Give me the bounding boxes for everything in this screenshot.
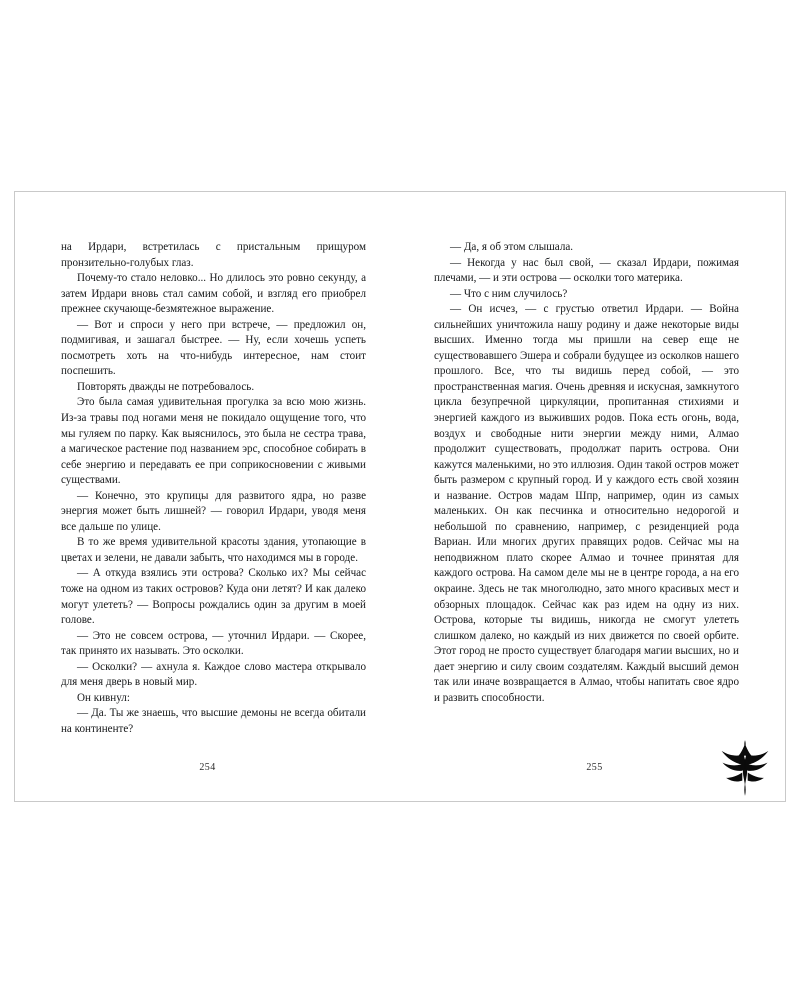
paragraph: — Некогда у нас был свой, — сказал Ирдари, пожимая плечами, — и эти острова — осколки того материка. xyxy=(434,256,739,285)
left-page-text-column xyxy=(61,240,366,738)
phoenix-logo-icon xyxy=(718,738,772,798)
paragraph: — Это не совсем острова, — уточнил Ирдари. — Скорее, так принято их называть. Это осколки. xyxy=(61,629,366,658)
paragraph: — Он исчез, — с грустью ответил Ирдари. — Война сильнейших уничтожила нашу родину и даже некоторые виды высших. Именно тогда мы пришли на север еще не существовавшего Эшера и собрали будущее из осколков нашего прошлого. Все, что ты видишь перед собой, — это пространственная магия. Очень древняя и искусная, замкнутого цикла безупречной циркуляции, пропитанная стихиями и энергией каждого из выживших родов. Пока есть огонь, вода, воздух и свободные нити энергии между ними, Алмао продолжит существовать, продолжат парить острова. Они кажутся маленькими, но это иллюзия. Один такой остров может быть размером с крупный город. И у каждого есть свой хозяин и название. Остров мадам Шпр, например, один из самых маленьких. Он как песчинка и относительно недорогой и небольшой по сравнению, например, с резиденцией рода Вариан. Или многих других правящих родов. Сейчас мы на неподвижном плато скорее Алмао и точнее принятая для каждого острова. На самом деле мы не в центре города, а на его окраине. Здесь не так многолюдно, зато много красивых мест и обзорных площадок. Сейчас как раз идем на одну из них. Острова, которые ты видишь, никогда не смогут улететь слишком далеко, но каждый из них движется по своей орбите. Этот город не просто существует благодаря магии высших, но и дает энергию и силу своим создателям. Каждый высший демон так или иначе возвращается в Алмао, чтобы напитать свое ядро и развить способности. xyxy=(434,303,739,704)
paragraph: Повторять дважды не потребовалось. xyxy=(77,380,255,393)
page-number-right: 255 xyxy=(586,762,603,773)
paragraph: Он кивнул: xyxy=(77,691,130,704)
right-page xyxy=(400,192,785,801)
paragraph: Это была самая удивительная прогулка за всю мою жизнь. Из-за травы под ногами меня не покидало ощущение того, что мы гуляем по парку. Как выяснилось, это была не сестра трава, а магическое растение под названием эрс, способное собирать в себе энергию и передавать ее при соприкосновении с живыми существами. xyxy=(61,396,366,487)
paragraph: — А откуда взялись эти острова? Сколько их? Мы сейчас тоже на одном из таких островов? Куда они летят? И как далеко могут улететь? — Вопросы рождались один за другим в моей голове. xyxy=(61,567,366,627)
right-page-text-column xyxy=(434,240,739,706)
left-page xyxy=(15,192,400,801)
paragraph: — Да. Ты же знаешь, что высшие демоны не всегда обитали на континенте? xyxy=(61,707,366,735)
book-spread xyxy=(15,192,785,801)
paragraph: на Ирдари, встретилась с пристальным прищуром пронзительно-голубых глаз. xyxy=(61,241,366,269)
page-number-left: 254 xyxy=(199,762,216,773)
paragraph: — Вот и спроси у него при встрече, — предложил он, подмигивая, и зашагал быстрее. — Ну, если хочешь успеть посмотреть хоть на что-нибудь интересное, нам стоит поспешить. xyxy=(61,318,366,378)
paragraph: В то же время удивительной красоты здания, утопающие в цветах и зелени, не давали забыть, что находимся мы в городе. xyxy=(61,536,366,564)
paragraph: — Да, я об этом слышала. xyxy=(450,241,574,253)
paragraph: — Осколки? — ахнула я. Каждое слово мастера открывало для меня дверь в новый мир. xyxy=(61,660,366,689)
book-spread-sheet xyxy=(14,191,786,802)
paragraph: Почему-то стало неловко... Но длилось это ровно секунду, а затем Ирдари вновь стал самим собой, и взгляд его приобрел прежнее скучающе-безмятежное выражение. xyxy=(61,272,366,316)
paragraph: — Что с ним случилось? xyxy=(450,287,568,300)
paragraph: — Конечно, это крупицы для развитого ядра, но разве энергия может быть лишней? — говорил Ирдари, уводя меня все дальше по улице. xyxy=(61,489,366,533)
